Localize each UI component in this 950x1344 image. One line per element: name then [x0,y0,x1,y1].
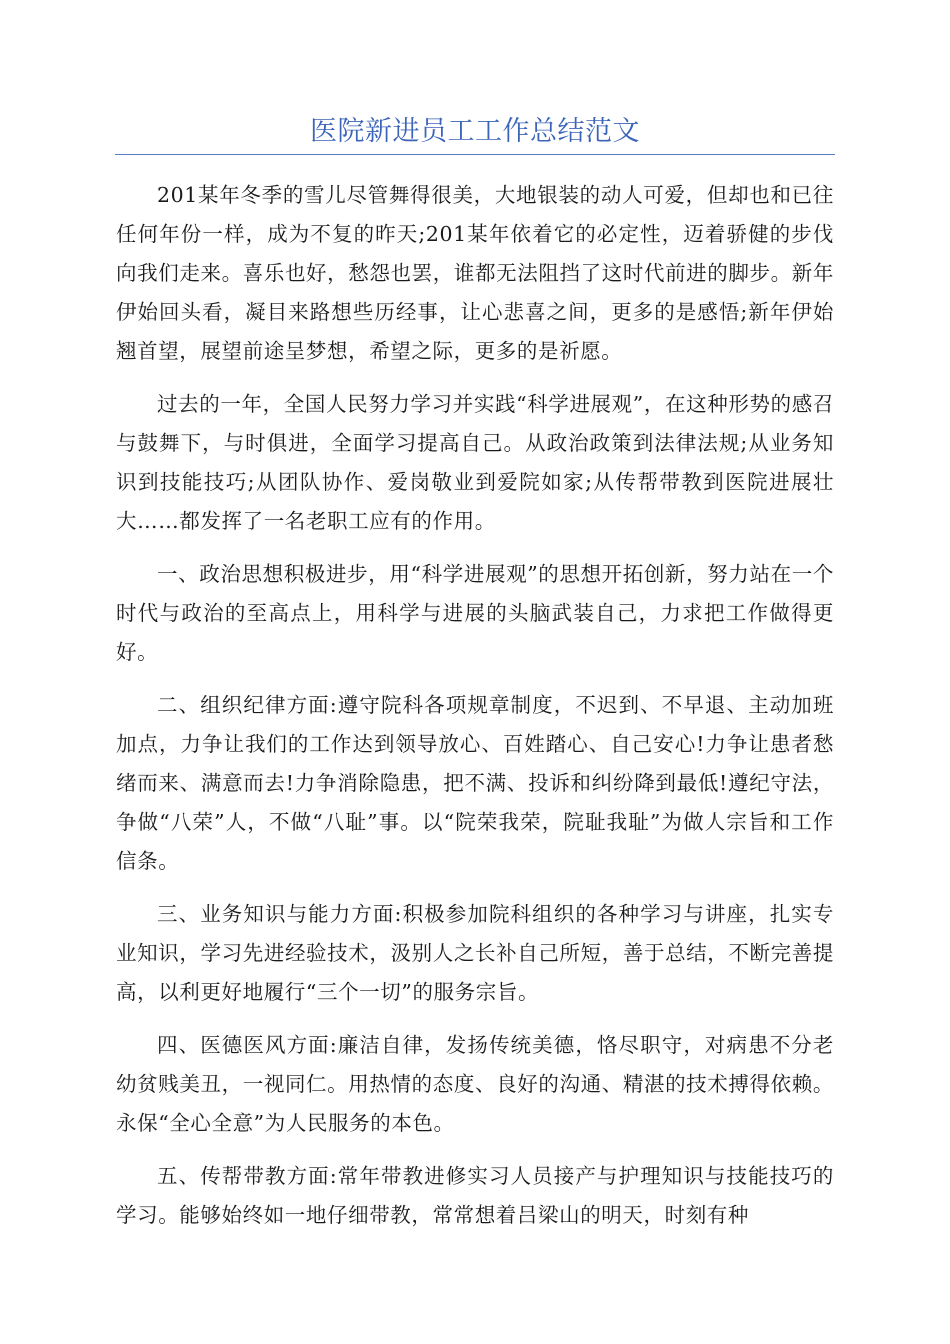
paragraph-medical-ethics: 四、医德医风方面:廉洁自律，发扬传统美德，恪尽职守，对病患不分老幼贫贱美丑，一视同仁。用热情的态度、良好的沟通、精湛的技术搏得依赖。永保“全心全意”为人民服务的本色。 [116,1033,834,1135]
title-underline [115,154,835,155]
paragraph-past-year: 过去的一年，全国人民努力学习并实践“科学进展观”，在这种形势的感召与鼓舞下，与时俱进，全面学习提高自己。从政治政策到法律法规;从业务知识到技能技巧;从团队协作、爱岗敬业到爱院如家;从传帮带教到医院进展壮大……都发挥了一名老职工应有的作用。 [116,392,834,533]
paragraph-professional-knowledge: 三、业务知识与能力方面:积极参加院科组织的各种学习与讲座，扎实专业知识，学习先进经验技术，汲别人之长补自己所短，善于总结，不断完善提高，以利更好地履行“三个一切”的服务宗旨。 [116,902,834,1004]
paragraph-discipline: 二、组织纪律方面:遵守院科各项规章制度，不迟到、不早退、主动加班加点，力争让我们的工作达到领导放心、百姓踏心、自己安心!力争让患者愁绪而来、满意而去!力争消除隐患，把不满、投诉和纠纷降到最低!遵纪守法，争做“八荣”人，不做“八耻”事。以“院荣我荣，院耻我耻”为做人宗旨和工作信条。 [116,693,834,873]
paragraph-mentoring: 五、传帮带教方面:常年带教进修实习人员接产与护理知识与技能技巧的学习。能够始终如一地仔细带教，常常想着吕梁山的明天，时刻有种 [116,1164,834,1227]
paragraph-political-thought: 一、政治思想积极进步，用“科学进展观”的思想开拓创新，努力站在一个时代与政治的至高点上，用科学与进展的头脑武装自己，力求把工作做得更好。 [116,562,834,664]
document-body [116,176,834,1249]
document-title: 医院新进员工工作总结范文 [310,116,640,147]
paragraph-intro: 201某年冬季的雪儿尽管舞得很美，大地银装的动人可爱，但却也和已往任何年份一样，成为不复的昨天;201某年依着它的必定性，迈着骄健的步伐向我们走来。喜乐也好，愁怨也罢，谁都无法阻挡了这时代前进的脚步。新年伊始回头看，凝目来路想些历经事，让心悲喜之间，更多的是感悟;新年伊始翘首望，展望前途呈梦想，希望之际，更多的是祈愿。 [116,183,834,363]
